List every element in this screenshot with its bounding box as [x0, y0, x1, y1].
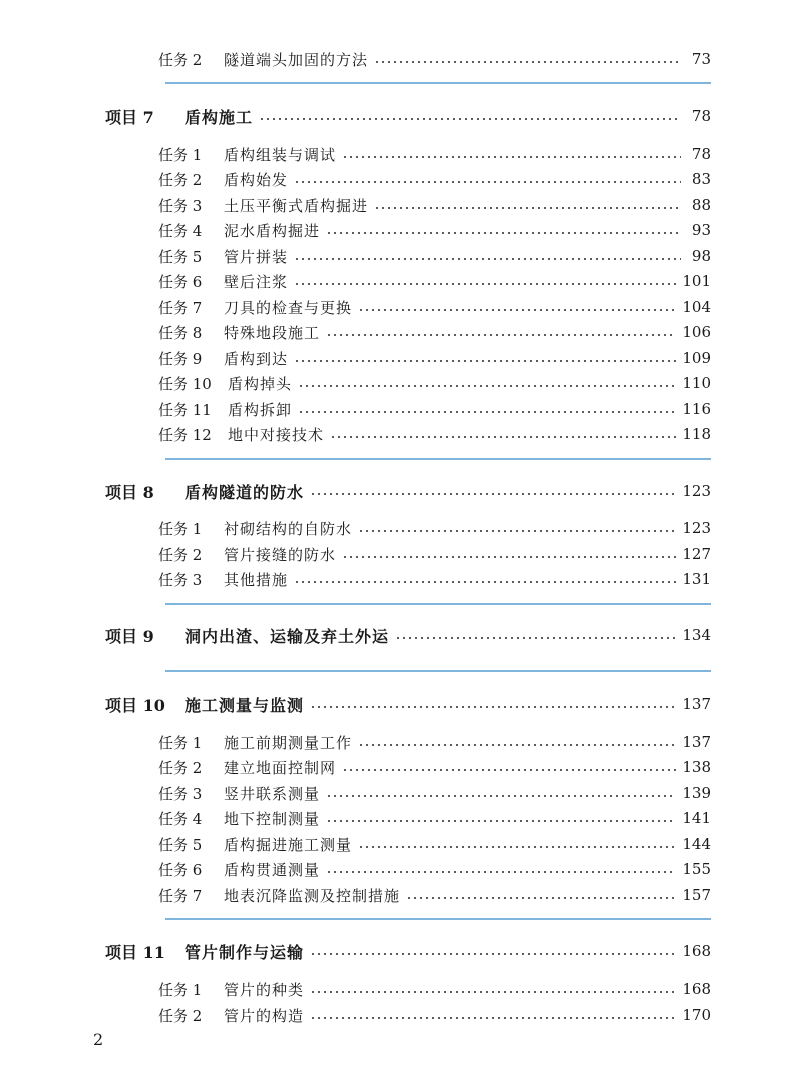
toc-entry[interactable] [158, 296, 711, 318]
toc-entry[interactable] [158, 423, 711, 445]
dot-leader [330, 436, 676, 438]
entry-title: 施工测量与监测 [185, 695, 305, 715]
entry-page: 118 [682, 425, 711, 443]
entry-label: 任务 2 [158, 1006, 203, 1025]
entry-title: 盾构始发 [224, 170, 289, 189]
toc-project-entry[interactable] [105, 480, 711, 502]
dot-leader [342, 556, 676, 558]
entry-page: 168 [682, 942, 711, 960]
toc-entry[interactable] [158, 398, 711, 420]
toc-entry[interactable] [158, 219, 711, 241]
dot-leader [294, 581, 676, 583]
dot-leader [358, 846, 676, 848]
toc-entry[interactable] [158, 543, 711, 565]
entry-label: 任务 1 [158, 519, 203, 538]
dot-leader [326, 334, 676, 336]
toc-entry[interactable] [158, 372, 711, 394]
entry-label: 任务 7 [158, 886, 203, 905]
dot-leader [326, 232, 681, 234]
toc-entry[interactable] [158, 270, 711, 292]
dot-leader [406, 897, 676, 899]
toc-entry[interactable] [158, 884, 711, 906]
dot-leader [310, 1017, 676, 1019]
toc-project-entry[interactable] [105, 624, 711, 646]
entry-page: 139 [682, 784, 711, 802]
toc-entry[interactable] [158, 48, 711, 70]
entry-label: 任务 12 [158, 425, 212, 444]
dot-leader [294, 283, 676, 285]
entry-title: 盾构掘进施工测量 [224, 835, 353, 854]
entry-label: 任务 2 [158, 758, 203, 777]
entry-page: 116 [682, 400, 711, 418]
entry-page: 106 [682, 323, 711, 341]
section-divider [165, 82, 711, 84]
dot-leader [326, 871, 676, 873]
dot-leader [374, 207, 681, 209]
entry-label: 任务 6 [158, 272, 203, 291]
entry-page: 73 [691, 50, 711, 68]
toc-entry[interactable] [158, 756, 711, 778]
toc-entry[interactable] [158, 321, 711, 343]
toc-entry[interactable] [158, 245, 711, 267]
page-number: 2 [93, 1030, 104, 1049]
entry-title: 管片的种类 [224, 980, 305, 999]
entry-page: 88 [691, 196, 711, 214]
entry-page: 131 [682, 570, 711, 588]
entry-page: 168 [682, 980, 711, 998]
entry-page: 101 [682, 272, 711, 290]
dot-leader [326, 820, 676, 822]
entry-title: 施工前期测量工作 [224, 733, 353, 752]
entry-page: 83 [691, 170, 711, 188]
entry-title: 地下控制测量 [224, 809, 321, 828]
entry-page: 137 [682, 733, 711, 751]
toc-entry[interactable] [158, 194, 711, 216]
entry-page: 157 [682, 886, 711, 904]
section-divider [165, 458, 711, 460]
entry-title: 隧道端头加固的方法 [224, 50, 369, 69]
dot-leader [326, 795, 676, 797]
entry-page: 137 [682, 695, 711, 713]
entry-label: 项目 10 [105, 695, 165, 715]
toc-entry[interactable] [158, 782, 711, 804]
entry-page: 127 [682, 545, 711, 563]
toc-entry[interactable] [158, 517, 711, 539]
toc-entry[interactable] [158, 858, 711, 880]
entry-title: 洞内出渣、运输及弃土外运 [185, 626, 390, 646]
dot-leader [395, 637, 676, 639]
entry-title: 泥水盾构掘进 [224, 221, 321, 240]
toc-project-entry[interactable] [105, 105, 711, 127]
entry-title: 盾构到达 [224, 349, 289, 368]
dot-leader [294, 258, 681, 260]
entry-label: 任务 3 [158, 570, 203, 589]
dot-leader [342, 769, 676, 771]
toc-entry[interactable] [158, 347, 711, 369]
dot-leader [310, 953, 676, 955]
entry-title: 建立地面控制网 [224, 758, 337, 777]
entry-page: 123 [682, 519, 711, 537]
entry-label: 项目 9 [105, 626, 154, 646]
toc-entry[interactable] [158, 143, 711, 165]
entry-title: 管片接缝的防水 [224, 545, 337, 564]
entry-label: 任务 7 [158, 298, 203, 317]
entry-label: 任务 5 [158, 835, 203, 854]
entry-page: 170 [682, 1006, 711, 1024]
entry-label: 任务 2 [158, 50, 203, 69]
entry-label: 任务 1 [158, 145, 203, 164]
entry-title: 刀具的检查与更换 [224, 298, 353, 317]
entry-title: 管片拼装 [224, 247, 289, 266]
entry-page: 109 [682, 349, 711, 367]
dot-leader [294, 360, 676, 362]
toc-entry[interactable] [158, 168, 711, 190]
entry-title: 衬砌结构的自防水 [224, 519, 353, 538]
dot-leader [342, 156, 681, 158]
entry-title: 地中对接技术 [228, 425, 325, 444]
entry-label: 任务 6 [158, 860, 203, 879]
toc-project-entry[interactable] [105, 693, 711, 715]
dot-leader [310, 493, 676, 495]
entry-page: 78 [691, 107, 711, 125]
dot-leader [358, 309, 676, 311]
entry-page: 93 [691, 221, 711, 239]
toc-project-entry[interactable] [105, 940, 711, 962]
dot-leader [310, 706, 676, 708]
entry-label: 任务 1 [158, 733, 203, 752]
entry-title: 盾构组装与调试 [224, 145, 337, 164]
dot-leader [358, 530, 676, 532]
entry-page: 123 [682, 482, 711, 500]
entry-page: 138 [682, 758, 711, 776]
entry-page: 155 [682, 860, 711, 878]
entry-title: 土压平衡式盾构掘进 [224, 196, 369, 215]
toc-entry[interactable] [158, 1004, 711, 1026]
entry-title: 管片的构造 [224, 1006, 305, 1025]
dot-leader [294, 181, 681, 183]
entry-title: 竖井联系测量 [224, 784, 321, 803]
entry-page: 110 [682, 374, 711, 392]
entry-label: 项目 8 [105, 482, 154, 502]
entry-title: 盾构贯通测量 [224, 860, 321, 879]
entry-label: 任务 5 [158, 247, 203, 266]
entry-label: 任务 1 [158, 980, 203, 999]
entry-title: 盾构隧道的防水 [185, 482, 305, 502]
toc-entry[interactable] [158, 731, 711, 753]
entry-title: 壁后注浆 [224, 272, 289, 291]
section-divider [165, 670, 711, 672]
entry-title: 盾构拆卸 [228, 400, 293, 419]
entry-title: 盾构掉头 [228, 374, 293, 393]
section-divider [165, 603, 711, 605]
toc-entry[interactable] [158, 833, 711, 855]
entry-page: 98 [691, 247, 711, 265]
entry-label: 任务 4 [158, 221, 203, 240]
entry-title: 地表沉降监测及控制措施 [224, 886, 401, 905]
entry-label: 任务 8 [158, 323, 203, 342]
dot-leader [310, 991, 676, 993]
entry-title: 其他措施 [224, 570, 289, 589]
dot-leader [358, 744, 676, 746]
entry-label: 任务 11 [158, 400, 212, 419]
entry-page: 134 [682, 626, 711, 644]
toc-entry[interactable] [158, 807, 711, 829]
entry-label: 任务 10 [158, 374, 212, 393]
toc-entry[interactable] [158, 568, 711, 590]
entry-page: 78 [691, 145, 711, 163]
entry-label: 项目 11 [105, 942, 165, 962]
entry-label: 任务 4 [158, 809, 203, 828]
toc-entry[interactable] [158, 978, 711, 1000]
entry-label: 任务 3 [158, 196, 203, 215]
section-divider [165, 918, 711, 920]
entry-label: 任务 2 [158, 545, 203, 564]
dot-leader [298, 411, 676, 413]
entry-page: 141 [682, 809, 711, 827]
entry-title: 特殊地段施工 [224, 323, 321, 342]
entry-page: 144 [682, 835, 711, 853]
entry-title: 管片制作与运输 [185, 942, 305, 962]
entry-label: 项目 7 [105, 107, 154, 127]
entry-title: 盾构施工 [185, 107, 254, 127]
entry-label: 任务 3 [158, 784, 203, 803]
entry-label: 任务 2 [158, 170, 203, 189]
entry-page: 104 [682, 298, 711, 316]
dot-leader [259, 118, 681, 120]
dot-leader [374, 61, 681, 63]
dot-leader [298, 385, 676, 387]
entry-label: 任务 9 [158, 349, 203, 368]
